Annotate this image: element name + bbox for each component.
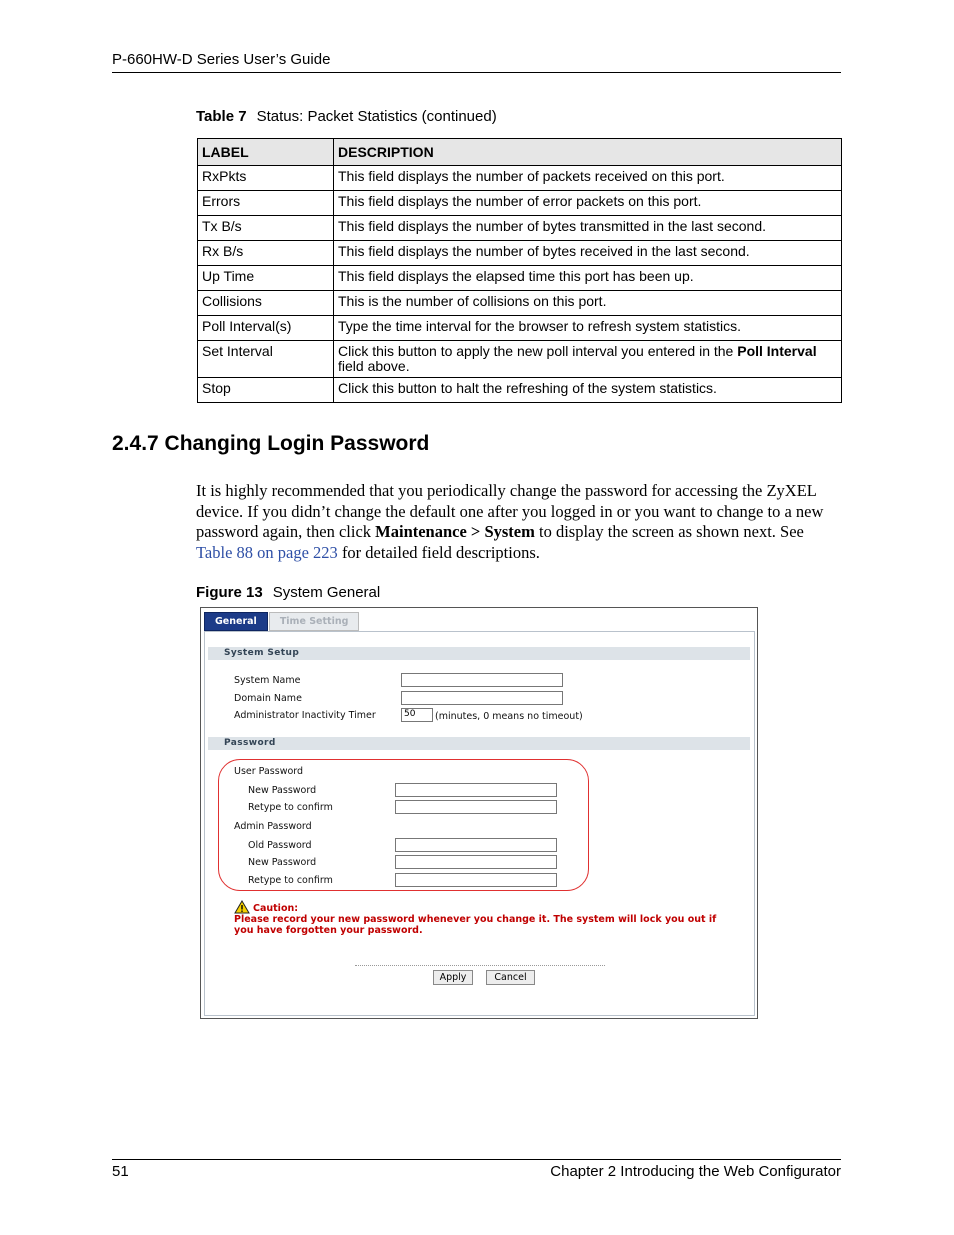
col-label-header: LABEL xyxy=(198,139,334,166)
page-number: 51 xyxy=(112,1163,129,1180)
table-row xyxy=(198,378,842,403)
system-setup-header: System Setup xyxy=(208,647,750,660)
page-header xyxy=(112,51,841,73)
settings-panel xyxy=(204,631,755,1016)
admin-retype-password-input[interactable] xyxy=(395,873,557,887)
domain-name-input[interactable] xyxy=(401,691,563,705)
system-general-screenshot xyxy=(200,607,758,1019)
divider xyxy=(355,965,605,966)
table-reference-link[interactable]: Table 88 on page 223 xyxy=(196,542,338,562)
system-name-input[interactable] xyxy=(401,673,563,687)
row-desc: This field displays the number of error packets on this port. xyxy=(334,191,842,216)
row-desc: This field displays the elapsed time this port has been up. xyxy=(334,266,842,291)
table-row xyxy=(198,316,842,341)
admin-new-password-label: New Password xyxy=(248,857,317,868)
tab-general[interactable]: General xyxy=(204,612,268,631)
admin-retype-confirm-label: Retype to confirm xyxy=(248,875,333,886)
warning-icon xyxy=(234,900,250,914)
admin-old-password-input[interactable] xyxy=(395,838,557,852)
table-row xyxy=(198,266,842,291)
row-label: Rx B/s xyxy=(198,241,334,266)
inactivity-timer-label: Administrator Inactivity Timer xyxy=(234,710,376,721)
row-label: Stop xyxy=(198,378,334,403)
domain-name-label: Domain Name xyxy=(234,693,302,704)
table-row xyxy=(198,166,842,191)
admin-new-password-input[interactable] xyxy=(395,855,557,869)
caution-title: Caution: xyxy=(253,903,299,914)
user-password-label: User Password xyxy=(234,766,304,777)
retype-confirm-label: Retype to confirm xyxy=(248,802,333,813)
user-retype-password-input[interactable] xyxy=(395,800,557,814)
row-label: RxPkts xyxy=(198,166,334,191)
cancel-button[interactable]: Cancel xyxy=(486,970,535,985)
figure-title: System General xyxy=(272,584,381,601)
row-desc-text: field above. xyxy=(338,358,410,374)
chapter-title: Chapter 2 Introducing the Web Configurator xyxy=(550,1163,841,1180)
apply-button[interactable]: Apply xyxy=(433,970,473,985)
row-label: Errors xyxy=(198,191,334,216)
old-password-label: Old Password xyxy=(248,840,312,851)
row-desc-text: Click this button to apply the new poll interval you entered in the xyxy=(338,343,738,359)
table-title: Status: Packet Statistics (continued) xyxy=(256,108,497,125)
table-row xyxy=(198,341,842,378)
packet-statistics-table xyxy=(197,138,842,403)
row-label: Collisions xyxy=(198,291,334,316)
system-name-label: System Name xyxy=(234,675,301,686)
row-desc: Click this button to halt the refreshing of the system statistics. xyxy=(334,378,842,403)
table-row xyxy=(198,241,842,266)
header-title: P-660HW-D Series User’s Guide xyxy=(112,51,331,68)
table-row xyxy=(198,191,842,216)
inactivity-timer-hint: (minutes, 0 means no timeout) xyxy=(435,711,583,722)
row-label: Set Interval xyxy=(198,341,334,378)
paragraph-text: for detailed field descriptions. xyxy=(337,542,540,562)
inactivity-timer-input[interactable]: 50 xyxy=(401,708,433,722)
paragraph-text: It is highly recommended that you periodically change the password for accessing the ZyXEL device. If you didn’t change the default one after you logged in or you want to change to a new password again, then click xyxy=(196,481,824,541)
table-row xyxy=(198,291,842,316)
body-paragraph xyxy=(196,481,844,563)
row-desc xyxy=(334,341,842,378)
password-header: Password xyxy=(208,737,750,750)
row-desc: This field displays the number of packets received on this port. xyxy=(334,166,842,191)
row-desc: This is the number of collisions on this port. xyxy=(334,291,842,316)
paragraph-bold: Maintenance > System xyxy=(375,522,535,541)
row-desc: Type the time interval for the browser to refresh system statistics. xyxy=(334,316,842,341)
new-password-label: New Password xyxy=(248,785,317,796)
caution-text: Please record your new password whenever you change it. The system will lock you out if you have forgotten your password. xyxy=(234,914,717,936)
row-label: Tx B/s xyxy=(198,216,334,241)
user-new-password-input[interactable] xyxy=(395,783,557,797)
col-desc-header: DESCRIPTION xyxy=(334,139,842,166)
table-caption xyxy=(196,108,497,125)
table-number: Table 7 xyxy=(196,108,247,125)
figure-caption xyxy=(196,584,380,601)
row-desc-bold: Poll Interval xyxy=(737,343,817,359)
tab-time-setting[interactable]: Time Setting xyxy=(269,612,360,631)
tab-bar xyxy=(204,612,359,631)
table-row xyxy=(198,216,842,241)
row-desc: This field displays the number of bytes transmitted in the last second. xyxy=(334,216,842,241)
admin-password-label: Admin Password xyxy=(234,821,312,832)
section-heading: 2.4.7 Changing Login Password xyxy=(112,432,430,455)
table-header-row xyxy=(198,139,842,166)
row-label: Poll Interval(s) xyxy=(198,316,334,341)
row-desc: This field displays the number of bytes received in the last second. xyxy=(334,241,842,266)
row-label: Up Time xyxy=(198,266,334,291)
page-footer xyxy=(112,1159,841,1180)
paragraph-text: to display the screen as shown next. See xyxy=(534,522,804,541)
figure-number: Figure 13 xyxy=(196,584,263,601)
